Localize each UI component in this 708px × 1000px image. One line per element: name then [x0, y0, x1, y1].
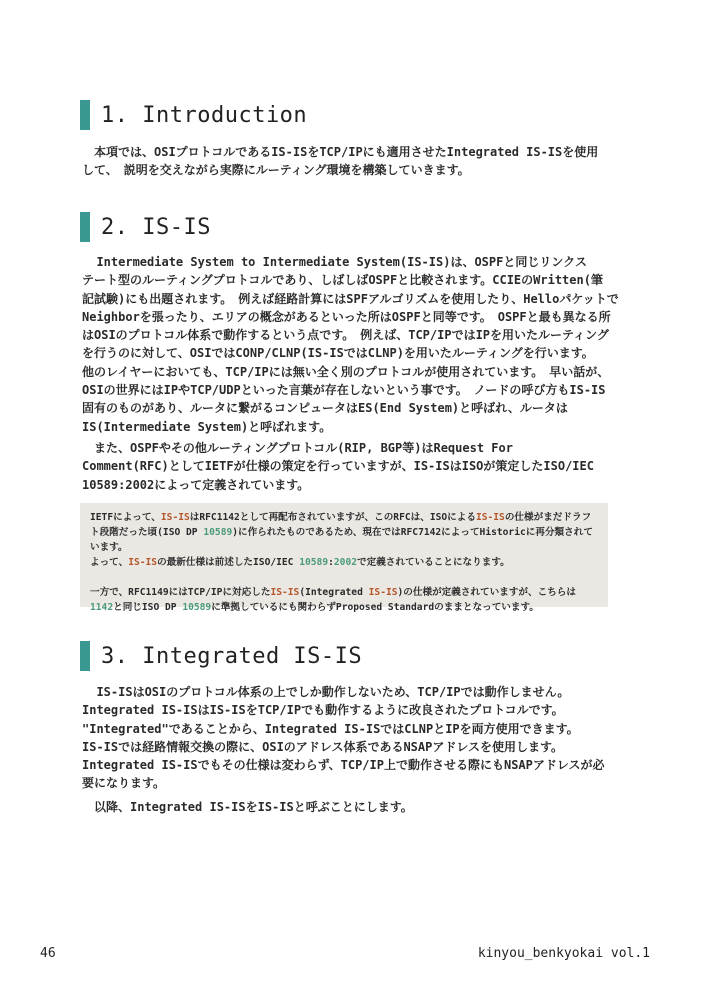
text-line: 固有のものがあり、ルータに繋がるコンピュータはES(End System)と呼ばれ、ルータは [82, 401, 568, 416]
note-line [90, 540, 598, 555]
text-line: IS-ISでは経路情報交換の際に、OSIのアドレス体系であるNSAPアドレスを使用します。 [82, 739, 564, 754]
note-text: と同じISO DP [113, 602, 183, 613]
number-highlight: 10589 [182, 602, 212, 613]
keyword-highlight: IS-IS [475, 512, 505, 523]
is-is-paragraph-2 [82, 439, 594, 494]
text-line: テート型のルーティングプロトコルであり、しばしばOSPFと比較されます。CCIEのWritten(筆 [82, 273, 603, 288]
text-line: して、 説明を交えながら実際にルーティング環境を構築していきます。 [82, 163, 470, 178]
heading-text: 2. IS-IS [101, 214, 211, 240]
note-line [90, 510, 598, 525]
note-text: で定義されていることになります。 [357, 557, 510, 568]
text-line: IS-ISはOSIのプロトコル体系の上でしか動作しないため、TCP/IPでは動作しません。 [82, 685, 570, 699]
integrated-paragraph-2 [82, 798, 413, 816]
text-line: Integrated IS-ISでもその仕様は変わらず、TCP/IP上で動作させる際にもNSAPアドレスが必 [82, 758, 605, 773]
note-text: よって、 [90, 557, 129, 568]
text-line: 記試験)にも出題されます。 例えば経路計算にはSPFアルゴリズムを使用したり、Helloパケットで [82, 291, 619, 306]
text-line: 本項では、OSIプロトコルであるIS-ISをTCP/IPにも適用させたIntegrated IS-ISを使用 [82, 145, 599, 159]
note-text: : [328, 557, 334, 568]
keyword-highlight: IS-IS [368, 587, 398, 598]
note-text: はRFC1142として再配布されていますが、このRFCは、ISOによる [189, 512, 476, 523]
text-line: Neighborを張ったり、エリアの概念があるといった所はOSPFと同等です。 OSPFと最も異なる所 [82, 309, 611, 324]
text-line: また、OSPFやその他ルーティングプロトコル(RIP, BGP等)はRequest For [82, 441, 513, 455]
text-line: 以降、Integrated IS-ISをIS-ISと呼ぶことにします。 [82, 800, 413, 814]
section-heading-is-is [80, 212, 211, 242]
text-line: OSIの世界にはIPやTCP/UDPといった言葉が存在しないという事です。 ノードの呼び方もIS-IS [82, 383, 606, 398]
note-line [90, 600, 598, 615]
note-line [90, 525, 598, 540]
heading-accent-bar [80, 641, 90, 671]
heading-accent-bar [80, 100, 90, 130]
text-line: 10589:2002によって定義されています。 [82, 477, 310, 492]
text-line: IS(Intermediate System)と呼ばれます。 [82, 419, 332, 434]
note-text: (Integrated [299, 587, 369, 598]
note-text: )の仕様が定義されていますが、こちらは [397, 587, 576, 598]
note-text: ト段階だった頃(ISO DP [90, 527, 204, 538]
heading-text: 1. Introduction [101, 102, 308, 128]
text-line: はOSIのプロトコル体系で動作するという点です。 例えば、TCP/IPではIPを用いたルーティング [82, 328, 609, 343]
number-highlight: 1142 [90, 602, 114, 613]
keyword-highlight: IS-IS [270, 587, 300, 598]
text-line: を行うのに対して、OSIではCONP/CLNP(IS-ISではCLNP)を用いたルーティングを行います。 [82, 346, 594, 361]
integrated-paragraph-1 [82, 683, 605, 793]
text-line: Intermediate System to Intermediate System(IS-IS)は、OSPFと同じリンクス [82, 255, 587, 269]
note-text: に準拠しているにも関わらずProposed Standardのままとなっています。 [211, 602, 539, 613]
heading-text: 3. Integrated IS-IS [101, 643, 363, 669]
note-text: います。 [90, 542, 128, 553]
page-number: 46 [40, 946, 56, 961]
note-text: )に作られたものであるため、現在ではRFC7142によってHistoricに再分類されて [232, 527, 593, 538]
number-highlight: 10589 [203, 527, 233, 538]
note-box [80, 503, 608, 613]
number-highlight: 2002 [333, 557, 358, 568]
note-text: 一方で、RFC1149にはTCP/IPに対応した [90, 587, 271, 598]
note-text: IETFによって、 [90, 512, 161, 523]
intro-paragraph [82, 143, 598, 180]
note-text: の仕様がまだドラフ [504, 512, 592, 523]
text-line: 他のレイヤーにおいても、TCP/IPには無い全く別のプロトコルが使用されています。 早い話が、 [82, 364, 610, 379]
publication-title: kinyou_benkyokai vol.1 [477, 946, 650, 961]
text-line: Integrated IS-ISはIS-ISをTCP/IPでも動作するように改良されたプロトコルです。 [82, 703, 564, 718]
section-heading-integrated-is-is [80, 641, 362, 671]
keyword-highlight: IS-IS [160, 512, 190, 523]
heading-accent-bar [80, 212, 90, 242]
number-highlight: 10589 [299, 557, 329, 568]
note-text: の最新仕様は前述したISO/IEC [157, 557, 300, 568]
is-is-paragraph-1 [82, 253, 619, 436]
section-heading-introduction [80, 100, 307, 130]
note-line [90, 585, 598, 600]
text-line: Comment(RFC)としてIETFが仕様の策定を行っていますが、IS-ISはISOが策定したISO/IEC [82, 459, 594, 474]
text-line: 要になります。 [82, 776, 166, 791]
note-blank-line [90, 570, 598, 585]
text-line: "Integrated"であることから、Integrated IS-ISではCLNPとIPを両方使用できます。 [82, 721, 579, 736]
keyword-highlight: IS-IS [128, 557, 158, 568]
note-line [90, 555, 598, 570]
